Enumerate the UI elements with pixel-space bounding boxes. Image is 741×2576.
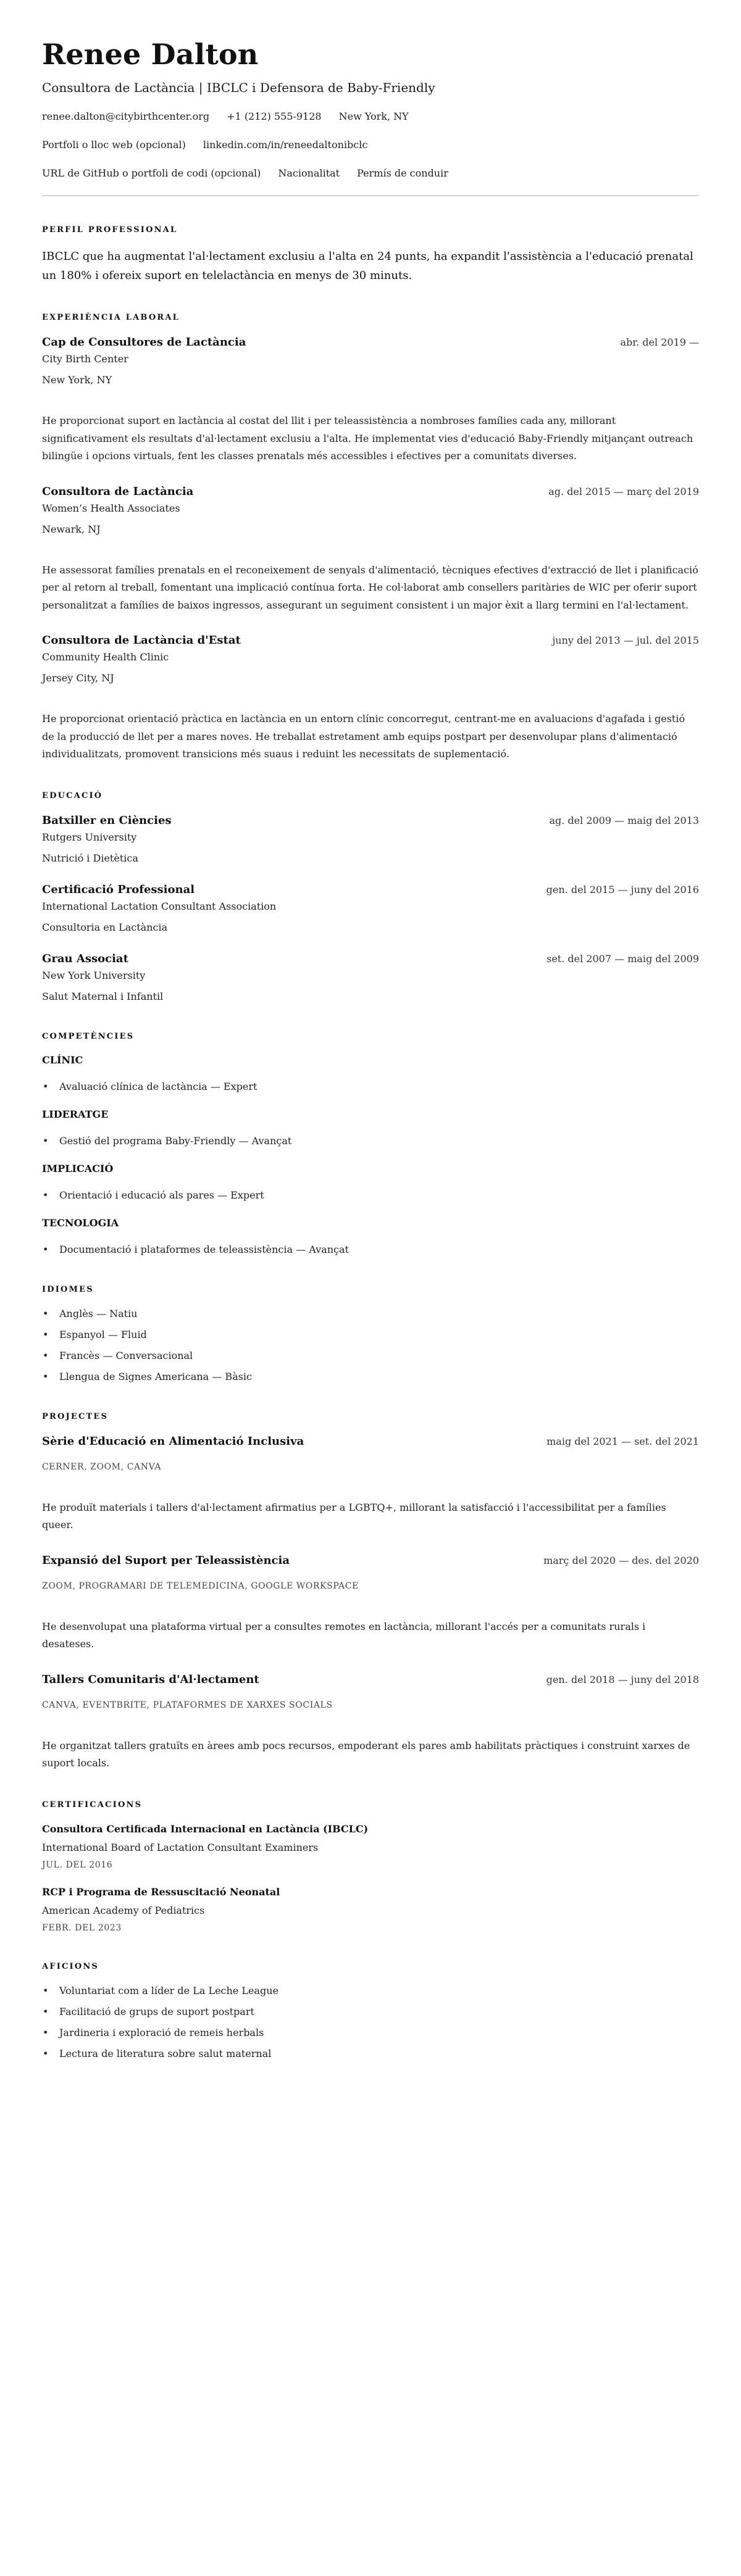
degree-dates: set. del 2007 — maig del 2009 bbox=[546, 952, 699, 965]
institution-name: International Lactation Consultant Association bbox=[42, 900, 277, 912]
degree-title: Batxiller en Ciències bbox=[42, 813, 172, 827]
skills-section bbox=[42, 1031, 699, 1257]
projects-section bbox=[42, 1411, 699, 1772]
job-employer: City Birth Center bbox=[42, 353, 128, 365]
project-dates: maig del 2021 — set. del 2021 bbox=[546, 1435, 699, 1447]
job-employer: Women’s Health Associates bbox=[42, 502, 180, 514]
summary-section bbox=[42, 225, 699, 285]
contact-driving-license: Permís de conduir bbox=[357, 167, 448, 179]
job-dates: ag. del 2015 — març del 2019 bbox=[548, 485, 699, 497]
field-of-study: Salut Maternal i Infantil bbox=[42, 990, 164, 1002]
section-title-experience: EXPERIÈNCIA LABORAL bbox=[42, 313, 180, 322]
certification-entry bbox=[42, 1822, 699, 1871]
skill-item: • Gestió del programa Baby-Friendly — Avançat bbox=[42, 1134, 699, 1149]
contact-linkedin[interactable]: linkedin.com/in/reneedaltonibclc bbox=[203, 139, 368, 151]
section-title-education: EDUCACIÓ bbox=[42, 791, 103, 800]
skill-list bbox=[42, 1188, 699, 1203]
candidate-name: Renee Dalton bbox=[42, 38, 259, 71]
contact-row-3 bbox=[42, 167, 699, 180]
certification-entry bbox=[42, 1885, 699, 1934]
experience-entry bbox=[42, 334, 699, 465]
degree-dates: ag. del 2009 — maig del 2013 bbox=[549, 814, 699, 826]
job-title: Consultora de Lactància d'Estat bbox=[42, 634, 241, 647]
job-location: New York, NY bbox=[42, 374, 112, 386]
contact-github[interactable]: URL de GitHub o portfoli de codi (opcional) bbox=[42, 167, 261, 179]
project-tech-stack: CERNER, ZOOM, CANVA bbox=[42, 1461, 162, 1472]
degree-title: Grau Associat bbox=[42, 952, 128, 965]
section-title-certifications: CERTIFICACIONS bbox=[42, 1800, 143, 1809]
certification-date: JUL. DEL 2016 bbox=[42, 1859, 113, 1870]
skill-group-title: TECNOLOGIA bbox=[42, 1216, 119, 1229]
skill-group bbox=[42, 1216, 699, 1257]
job-location: Jersey City, NJ bbox=[42, 672, 114, 684]
job-description: He proporcionat orientació pràctica en lactància en un entorn clínic concorregut, centrant-me en avaluacions d'agafada i gestió de la producció de llet per a mares noves. He treballat estretament amb equips postpart per desenvolupar plans d'alimentació individualitzats, promovent transicions més suaus i reduint les necessitats de suplementació. bbox=[42, 713, 685, 760]
experience-section bbox=[42, 312, 699, 763]
section-title-languages: IDIOMES bbox=[42, 1284, 94, 1294]
contact-phone[interactable]: +1 (212) 555-9128 bbox=[227, 110, 322, 122]
contact-nationality: Nacionalitat bbox=[278, 167, 340, 179]
project-entry bbox=[42, 1553, 699, 1653]
project-title: Tallers Comunitaris d'Al·lectament bbox=[42, 1672, 259, 1686]
resume-header bbox=[42, 37, 699, 180]
hobby-item: • Lectura de literatura sobre salut maternal bbox=[42, 2046, 699, 2061]
job-dates: juny del 2013 — jul. del 2015 bbox=[552, 634, 699, 646]
project-description: He organitzat tallers gratuïts en àrees amb pocs recursos, empoderant els pares amb habilitats pràctiques i construint xarxes de suport locals. bbox=[42, 1739, 690, 1769]
header-divider bbox=[42, 195, 699, 196]
experience-entry bbox=[42, 633, 699, 763]
summary-text: IBCLC que ha augmentat l'al·lectament exclusiu a l'alta en 24 punts, ha expandit l'assistència a l'educació prenatal un 180% i ofereix suport en telelactància en menys de 30 minuts. bbox=[42, 250, 693, 282]
skill-group bbox=[42, 1108, 699, 1149]
skill-group-title: CLÍNIC bbox=[42, 1053, 83, 1066]
job-employer: Community Health Clinic bbox=[42, 651, 169, 663]
section-title-hobbies: AFICIONS bbox=[42, 1961, 99, 1971]
hobby-item: • Voluntariat com a líder de La Leche League bbox=[42, 1984, 699, 1998]
job-location: Newark, NJ bbox=[42, 523, 101, 535]
contact-email[interactable]: renee.dalton@citybirthcenter.org bbox=[42, 110, 210, 122]
experience-entry bbox=[42, 484, 699, 615]
skill-group-title: IMPLICACIÓ bbox=[42, 1162, 114, 1174]
hobby-item: • Jardineria i exploració de remeis herbals bbox=[42, 2025, 699, 2040]
language-item: • Anglès — Natiu bbox=[42, 1307, 699, 1321]
project-dates: març del 2020 — des. del 2020 bbox=[543, 1554, 699, 1566]
language-list bbox=[42, 1307, 699, 1384]
job-description: He proporcionat suport en lactància al costat del llit i per teleassistència a nombroses famílies cada any, millorant significativament els resultats d'al·lectament exclusiu a l'alta. He implementat vies d'educació Baby-Friendly mitjançant outreach bilingüe i opcions virtuals, fent les classes prenatals més accessibles i efectives per a comunitats diverses. bbox=[42, 415, 693, 462]
project-tech-stack: ZOOM, PROGRAMARI DE TELEMEDICINA, GOOGLE WORKSPACE bbox=[42, 1581, 359, 1591]
institution-name: New York University bbox=[42, 969, 146, 981]
section-title-summary: PERFIL PROFESSIONAL bbox=[42, 225, 178, 235]
project-description: He produït materials i tallers d'al·lectament afirmatius per a LGBTQ+, millorant la satisfacció i l'accessibilitat per a famílies queer. bbox=[42, 1501, 666, 1531]
job-dates: abr. del 2019 — bbox=[620, 336, 699, 348]
section-title-projects: PROJECTES bbox=[42, 1411, 109, 1421]
language-item: • Llengua de Signes Americana — Bàsic bbox=[42, 1369, 699, 1384]
certifications-section bbox=[42, 1800, 699, 1934]
skill-list bbox=[42, 1134, 699, 1149]
project-entry bbox=[42, 1672, 699, 1772]
hobby-list bbox=[42, 1984, 699, 2061]
education-entry bbox=[42, 882, 699, 935]
languages-section bbox=[42, 1284, 699, 1384]
institution-name: Rutgers University bbox=[42, 831, 137, 843]
job-title: Consultora de Lactància bbox=[42, 484, 194, 498]
skill-group-title: LIDERATGE bbox=[42, 1108, 109, 1120]
section-title-skills: COMPETÈNCIES bbox=[42, 1031, 135, 1041]
education-section bbox=[42, 791, 699, 1004]
skill-list bbox=[42, 1079, 699, 1094]
language-item: • Francès — Conversacional bbox=[42, 1348, 699, 1363]
skill-item: • Documentació i plataformes de teleassistència — Avançat bbox=[42, 1242, 699, 1257]
contact-row-2 bbox=[42, 138, 699, 152]
degree-dates: gen. del 2015 — juny del 2016 bbox=[546, 883, 699, 895]
candidate-headline: Consultora de Lactància | IBCLC i Defensora de Baby-Friendly bbox=[42, 80, 435, 95]
education-entry bbox=[42, 951, 699, 1004]
skill-group bbox=[42, 1053, 699, 1094]
certification-name: RCP i Programa de Ressuscitació Neonatal bbox=[42, 1885, 280, 1898]
field-of-study: Nutrició i Dietètica bbox=[42, 852, 138, 864]
contact-row-1 bbox=[42, 110, 699, 123]
contact-portfolio[interactable]: Portfoli o lloc web (opcional) bbox=[42, 139, 186, 151]
hobby-item: • Facilitació de grups de suport postpart bbox=[42, 2005, 699, 2019]
project-title: Expansió del Suport per Teleassistència bbox=[42, 1553, 290, 1567]
certification-issuer: American Academy of Pediatrics bbox=[42, 1904, 205, 1916]
skill-item: • Avaluació clínica de lactància — Expert bbox=[42, 1079, 699, 1094]
project-tech-stack: CANVA, EVENTBRITE, PLATAFORMES DE XARXES SOCIALS bbox=[42, 1700, 333, 1710]
skill-item: • Orientació i educació als pares — Expert bbox=[42, 1188, 699, 1203]
certification-date: FEBR. DEL 2023 bbox=[42, 1922, 122, 1933]
skill-group bbox=[42, 1162, 699, 1203]
project-entry bbox=[42, 1434, 699, 1534]
job-title: Cap de Consultores de Lactància bbox=[42, 336, 246, 349]
degree-title: Certificació Professional bbox=[42, 883, 195, 896]
language-item: • Espanyol — Fluid bbox=[42, 1327, 699, 1342]
certification-issuer: International Board of Lactation Consultant Examiners bbox=[42, 1841, 319, 1853]
project-description: He desenvolupat una plataforma virtual per a consultes remotes en lactància, millorant l'accés per a comunitats rurals i desateses. bbox=[42, 1620, 646, 1650]
field-of-study: Consultoria en Lactància bbox=[42, 921, 168, 933]
certification-name: Consultora Certificada Internacional en Lactància (IBCLC) bbox=[42, 1822, 369, 1835]
contact-location: New York, NY bbox=[338, 110, 409, 122]
job-description: He assessorat famílies prenatals en el reconeixement de senyals d'alimentació, tècniques efectives d'extracció de llet i planificació per al retorn al treball, fomentant una implicació contínua forta. He col·laborat amb consellers paritàries de WIC per oferir suport personalitzat a famílies de baixos ingressos, assegurant un seguiment consistent i un major èxit a llarg termini en l'al·lectament. bbox=[42, 563, 698, 611]
project-dates: gen. del 2018 — juny del 2018 bbox=[546, 1673, 699, 1685]
education-entry bbox=[42, 813, 699, 866]
project-title: Sèrie d'Educació en Alimentació Inclusiva bbox=[42, 1434, 304, 1448]
hobbies-section bbox=[42, 1961, 699, 2061]
skill-list bbox=[42, 1242, 699, 1257]
